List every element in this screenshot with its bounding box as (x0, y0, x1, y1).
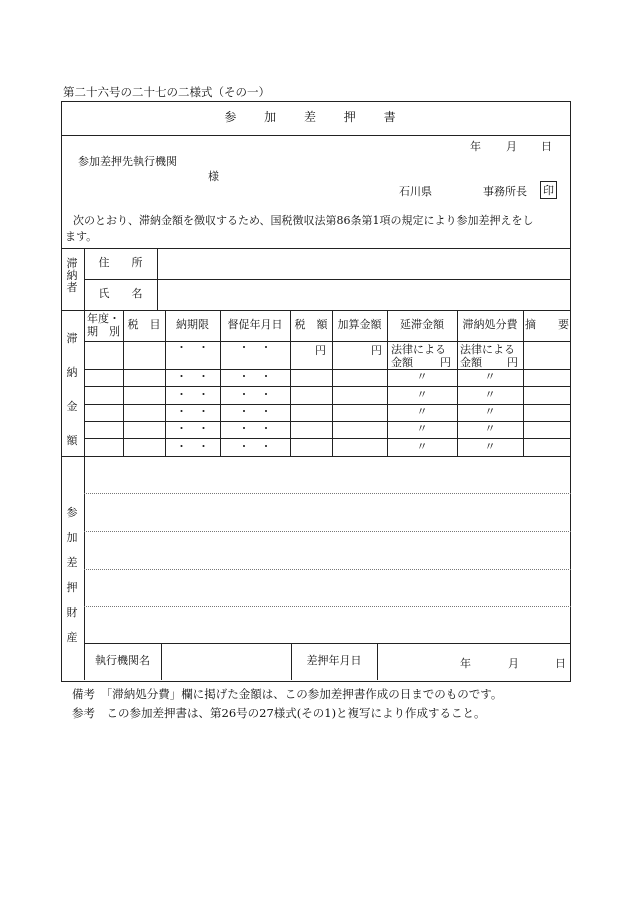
row1-delinquency-legal-line1: 法律による (391, 343, 446, 356)
row6-notice-date-dots: ・ ・ (238, 439, 272, 453)
row3-cost-ditto: 〃 (484, 387, 496, 401)
header-year-period (84, 310, 123, 341)
col-divider (523, 310, 524, 456)
row2-due-date-dots: ・ ・ (176, 370, 209, 384)
header-year-line: 年度・ (87, 311, 120, 325)
seizure-year-label: 年 (460, 657, 471, 670)
property-section-label (61, 500, 83, 650)
seal-mark: 印 (540, 181, 557, 199)
row2-cost-ditto: 〃 (484, 370, 496, 384)
property-label-char: 押 (66, 581, 78, 594)
taxpayer-label-char: 者 (66, 281, 78, 295)
amount-label-char: 納 (66, 366, 78, 379)
amount-label-char: 額 (66, 434, 78, 447)
date-year-label: 年 (470, 140, 481, 153)
date-day-label: 日 (541, 140, 552, 153)
name-label: 氏 名 (98, 287, 143, 301)
row4-notice-date-dots: ・ ・ (238, 405, 272, 419)
amount-label-char: 滞 (66, 332, 78, 345)
property-dotted-line (84, 606, 571, 607)
row6-cost-ditto: 〃 (484, 439, 496, 453)
issuer-prefecture: 石川県 (399, 185, 432, 198)
address-field[interactable] (157, 248, 571, 279)
title-divider (61, 135, 571, 136)
agency-name-field[interactable] (161, 643, 291, 680)
body-text-line1: 次のとおり、滞納金額を徴収するため、国税徴収法第86条第1項の規定により参加差押えをし (73, 214, 534, 227)
row5-due-date-dots: ・ ・ (176, 422, 209, 436)
seizure-day-label: 日 (555, 657, 566, 670)
amount-label-char: 金 (66, 400, 78, 413)
row1-cost-legal-line2: 金額 (460, 356, 482, 369)
header-tax-item: 税 目 (127, 318, 161, 332)
header-tax-amount: 税 額 (294, 318, 328, 332)
taxpayer-label-char: 納 (66, 269, 78, 283)
taxpayer-label-char: 滞 (66, 257, 78, 270)
row1-tax-yen: 円 (315, 344, 326, 357)
row1-delinquency-legal-line2: 金額 (391, 356, 413, 369)
header-collection-cost: 滞納処分費 (462, 318, 518, 332)
footer-divider (377, 643, 378, 680)
note-reference: 参考 この参加差押書は、第26号の27様式(その1)と複写により作成すること。 (72, 706, 486, 720)
row1-notice-date-dots: ・ ・ (238, 340, 272, 354)
row1-cost-yen: 円 (507, 356, 518, 369)
row3-delinquency-ditto: 〃 (416, 387, 428, 401)
header-notice-date: 督促年月日 (227, 318, 283, 332)
row1-delinquency-yen: 円 (440, 356, 451, 369)
header-additional-tax: 加算金額 (337, 318, 382, 332)
row5-notice-date-dots: ・ ・ (238, 422, 272, 436)
seizure-month-label: 月 (508, 657, 519, 670)
row6-delinquency-ditto: 〃 (416, 439, 428, 453)
col-divider (123, 310, 124, 456)
property-label-char: 差 (66, 556, 78, 569)
row5-delinquency-ditto: 〃 (416, 422, 428, 436)
recipient-honorific: 様 (208, 170, 219, 183)
row4-due-date-dots: ・ ・ (176, 405, 209, 419)
property-dotted-line (84, 493, 571, 494)
header-due-date: 納期限 (176, 318, 209, 332)
property-dotted-line (84, 531, 571, 532)
date-month-label: 月 (506, 140, 517, 153)
row2-notice-date-dots: ・ ・ (238, 370, 272, 384)
row6-due-date-dots: ・ ・ (176, 439, 209, 453)
issuer-title: 事務所長 (483, 185, 527, 198)
body-text-line2: ます。 (65, 230, 98, 243)
header-remarks: 摘 要 (525, 318, 569, 332)
property-label-char: 参 (66, 506, 78, 519)
row1-additional-yen: 円 (371, 344, 382, 357)
header-period-line: 期 別 (87, 324, 120, 338)
document-title: 参 加 差 押 書 (224, 110, 408, 125)
property-dotted-line (84, 569, 571, 570)
row4-cost-ditto: 〃 (484, 405, 496, 419)
col-divider (332, 310, 333, 456)
property-label-char: 財 (66, 606, 78, 619)
row4-delinquency-ditto: 〃 (416, 405, 428, 419)
amount-section-divider (61, 456, 571, 457)
row3-due-date-dots: ・ ・ (176, 387, 209, 401)
header-delinquency-charge: 延滞金額 (400, 318, 444, 332)
row2-delinquency-ditto: 〃 (416, 370, 428, 384)
seizure-date-label: 差押年月日 (306, 654, 362, 668)
agency-name-label: 執行機関名 (95, 654, 150, 668)
row1-cost-legal-line1: 法律による (460, 343, 515, 356)
name-field[interactable] (157, 279, 571, 310)
row3-notice-date-dots: ・ ・ (238, 387, 272, 401)
row5-cost-ditto: 〃 (484, 422, 496, 436)
note-remarks: 備考 「滞納処分費」欄に掲げた金額は、この参加差押書作成の日までのものです。 (72, 687, 503, 701)
taxpayer-section-label (61, 258, 83, 294)
property-label-char: 加 (66, 531, 78, 544)
col-divider (290, 310, 291, 456)
row1-due-date-dots: ・ ・ (176, 340, 209, 354)
recipient-agency-label: 参加差押先執行機関 (78, 155, 177, 168)
property-label-char: 産 (66, 631, 78, 644)
form-number-title: 第二十六号の二十七の二様式（その一） (63, 85, 270, 99)
amount-section-label (61, 322, 83, 458)
address-label: 住 所 (98, 256, 143, 270)
